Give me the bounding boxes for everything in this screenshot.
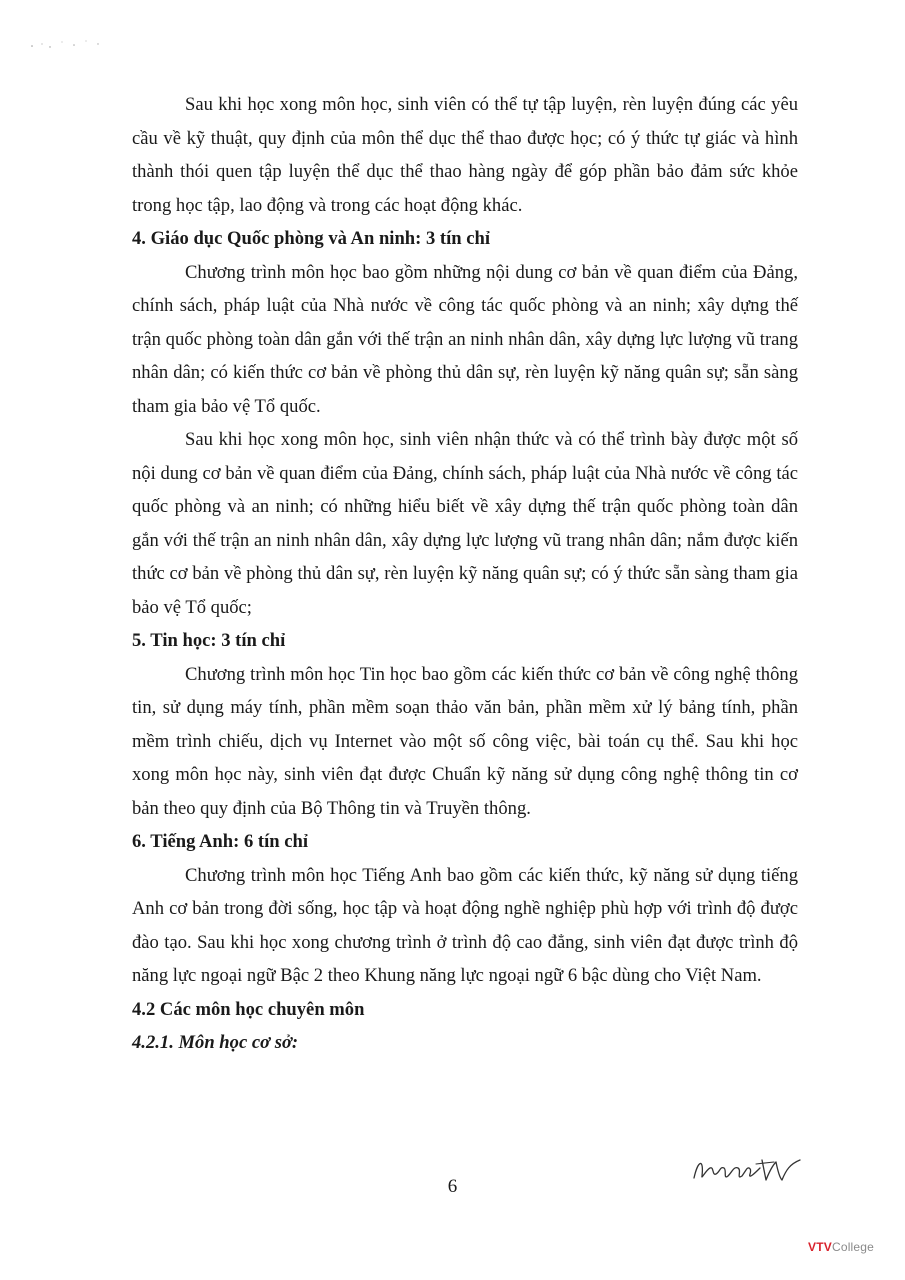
heading-foundation-subjects: 4.2.1. Môn học cơ sở: (132, 1032, 299, 1053)
heading-english: 6. Tiếng Anh: 6 tín chỉ (132, 831, 309, 852)
page-number: 6 (447, 1176, 458, 1197)
watermark-brand: VTV (808, 1240, 832, 1254)
paragraph-national-defense-outcome: Sau khi học xong môn học, sinh viên nhận thức và có thể trình bày được một số nội dung cơ bản về quan điểm của Đảng, chính sách, pháp luật của Nhà nước về công tác quốc phòng và an ninh; có những hiểu biết về xây dựng thế trận quốc phòng toàn dân gắn với thế trận an ninh nhân dân, xây dựng lực lượng vũ trang nhân dân; nắm được kiến thức cơ bản về phòng thủ dân sự, rèn luyện kỹ năng quân sự; có ý thức sẵn sàng tham gia bảo vệ Tổ quốc; (132, 429, 798, 618)
paragraph-national-defense-content: Chương trình môn học bao gồm những nội dung cơ bản về quan điểm của Đảng, chính sách, pháp luật của Nhà nước về công tác quốc phòng và an ninh; xây dựng thế trận quốc phòng toàn dân gắn với thế trận an ninh nhân dân, xây dựng lực lượng vũ trang nhân dân; có kiến thức cơ bản về phòng thủ dân sự, rèn luyện kỹ năng quân sự; sẵn sàng tham gia bảo vệ Tổ quốc. (132, 261, 798, 417)
heading-informatics: 5. Tin học: 3 tín chỉ (132, 630, 286, 651)
paragraph-informatics: Chương trình môn học Tin học bao gồm các kiến thức cơ bản về công nghệ thông tin, sử dụng máy tính, phần mềm soạn thảo văn bản, phần mềm xử lý bảng tính, phần mềm trình chiếu, dịch vụ Internet vào một số công việc, bài toán cụ thể. Sau khi học xong môn học này, sinh viên đạt được Chuẩn kỹ năng sử dụng công nghệ thông tin cơ bản theo quy định của Bộ Thông tin và Truyền thông. (132, 663, 798, 819)
heading-specialized-subjects: 4.2 Các môn học chuyên môn (132, 998, 365, 1020)
vtv-college-watermark (808, 1240, 874, 1254)
heading-national-defense: 4. Giáo dục Quốc phòng và An ninh: 3 tín chỉ (132, 228, 491, 249)
scan-noise (28, 36, 108, 56)
watermark-suffix: College (831, 1240, 875, 1254)
paragraph-english: Chương trình môn học Tiếng Anh bao gồm các kiến thức, kỹ năng sử dụng tiếng Anh cơ bản trong đời sống, học tập và hoạt động nghề nghiệp phù hợp với trình độ được đào tạo. Sau khi học xong chương trình ở trình độ cao đẳng, sinh viên đạt được trình độ năng lực ngoại ngữ Bậc 2 theo Khung năng lực ngoại ngữ 6 bậc dùng cho Việt Nam. (132, 864, 798, 986)
paragraph-physical-education-outcome: Sau khi học xong môn học, sinh viên có thể tự tập luyện, rèn luyện đúng các yêu cầu về kỹ thuật, quy định của môn thể dục thể thao được học; có ý thức tự giác và hình thành thói quen tập luyện thể dục thể thao hàng ngày để góp phần bảo đảm sức khỏe trong học tập, lao động và trong các hoạt động khác. (132, 94, 798, 216)
document-body (132, 88, 798, 1060)
